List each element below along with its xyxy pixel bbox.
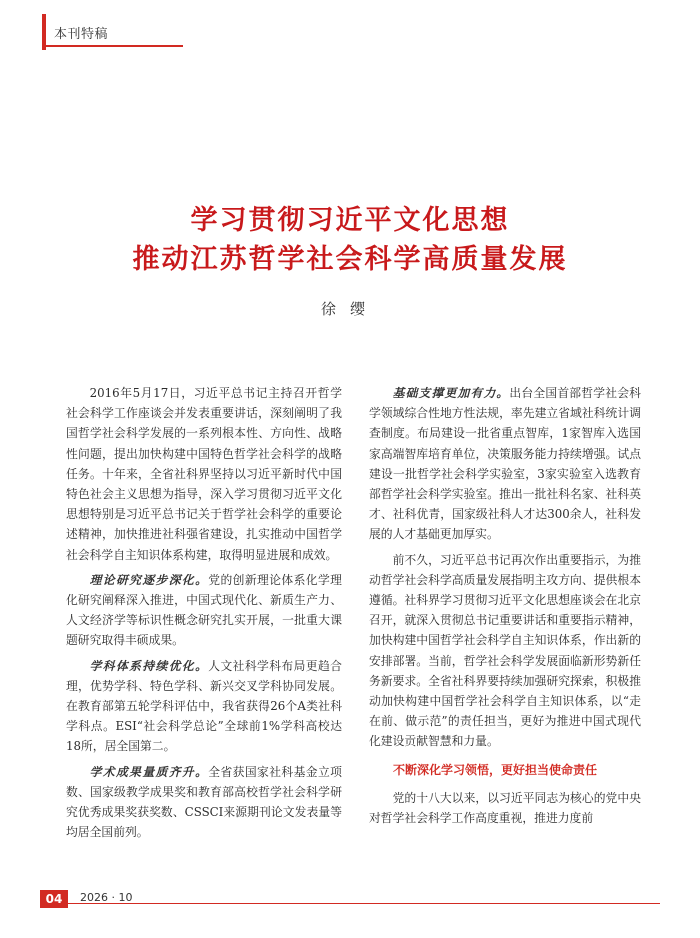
article-author: 徐缨 bbox=[320, 300, 379, 318]
paragraph: 党的十八大以来，以习近平同志为核心的党中央对哲学社会科学工作高度重视，推进力度前 bbox=[369, 790, 641, 826]
header-underline bbox=[42, 45, 183, 47]
paragraph-lead: 学科体系持续优化。 bbox=[89, 658, 209, 673]
paragraph-lead: 基础支撑更加有力。 bbox=[392, 386, 510, 400]
paragraph: 2016年5月17日，习近平总书记主持召开哲学社会科学工作座谈会并发表重要讲话，深刻阐明了我国哲学社会科学发展的一系列根本性、方向性、战略性问题，提出加快构建中国特色哲学社会科学的战略任务。十年来，全省社科界坚持以习近平新时代中国特色社会主义思想为指导，深入学习贯彻习近平文化思想特别是习近平总书记关于哲学社会科学的重要论述精神，加快推进社科强省建设，扎实推动中国哲学社会科学自主知识体系构建，取得明显进展和成效。 bbox=[66, 386, 342, 562]
paragraph-text: 全省获国家社科基金立项数、国家级教学成果奖和教育部高校哲学社会科学研究优秀成果奖获奖数、CSSCI来源期刊论文发表量等均居全国前列。 bbox=[66, 764, 342, 840]
left-column bbox=[66, 383, 342, 842]
paragraph bbox=[66, 570, 342, 651]
article-title-line1: 学习贯彻习近平文化思想 bbox=[190, 205, 510, 236]
article-title-line2: 推动江苏哲学社会科学高质量发展 bbox=[132, 244, 568, 275]
paragraph: 前不久，习近平总书记再次作出重要指示，为推动哲学社会科学高质量发展指明主攻方向、提供根本遵循。社科界学习贯彻习近平文化思想座谈会在北京召开，就深入贯彻总书记重要讲话和重要指示精神，加快构建中国哲学社会科学自主知识体系，作出新的安排部署。当前，哲学社会科学发展面临新形势新任务新要求。全省社科界要持续加强研究探索，积极推动加快构建中国哲学社会科学自主知识体系，以“走在前、做示范”的责任担当，更好为推进中国式现代化建设贡献智慧和力量。 bbox=[369, 552, 641, 749]
page-number: 04 bbox=[40, 890, 68, 908]
paragraph bbox=[66, 762, 342, 843]
right-column bbox=[369, 383, 641, 828]
paragraph bbox=[66, 656, 342, 757]
paragraph bbox=[369, 383, 641, 545]
column-label: 本刊特稿 bbox=[54, 27, 109, 42]
issue-number: 2026 · 10 bbox=[80, 891, 133, 904]
paragraph-lead: 理论研究逐步深化。 bbox=[89, 572, 209, 587]
paragraph-lead: 学术成果量质齐升。 bbox=[89, 764, 209, 779]
footer-rule bbox=[40, 903, 660, 904]
paragraph-text: 党的创新理论体系化学理化研究阐释深入推进，中国式现代化、新质生产力、人文经济学等标识性概念研究扎实开展，一批重大课题研究取得丰硕成果。 bbox=[66, 572, 342, 648]
paragraph-text: 人文社科学科布局更趋合理，优势学科、特色学科、新兴交叉学科协同发展。在教育部第五轮学科评估中，我省获得26个A类社科学科点。ESI“社会科学总论”全球前1%学科高校达18所，居全国第二。 bbox=[66, 658, 342, 754]
section-heading: 不断深化学习领悟，更好担当使命责任 bbox=[393, 762, 598, 777]
paragraph-text: 出台全国首部哲学社会科学领域综合性地方性法规，率先建立省域社科统计调查制度。布局建设一批省重点智库，1家智库入选国家高端智库培育单位，决策服务能力持续增强。试点建设一批哲学社会科学实验室，3家实验室入选教育部哲学社会科学实验室。推出一批社科名家、社科英才、社科优青，国家级社科人才达300余人，社科发展的人才基础更加厚实。 bbox=[369, 386, 641, 542]
